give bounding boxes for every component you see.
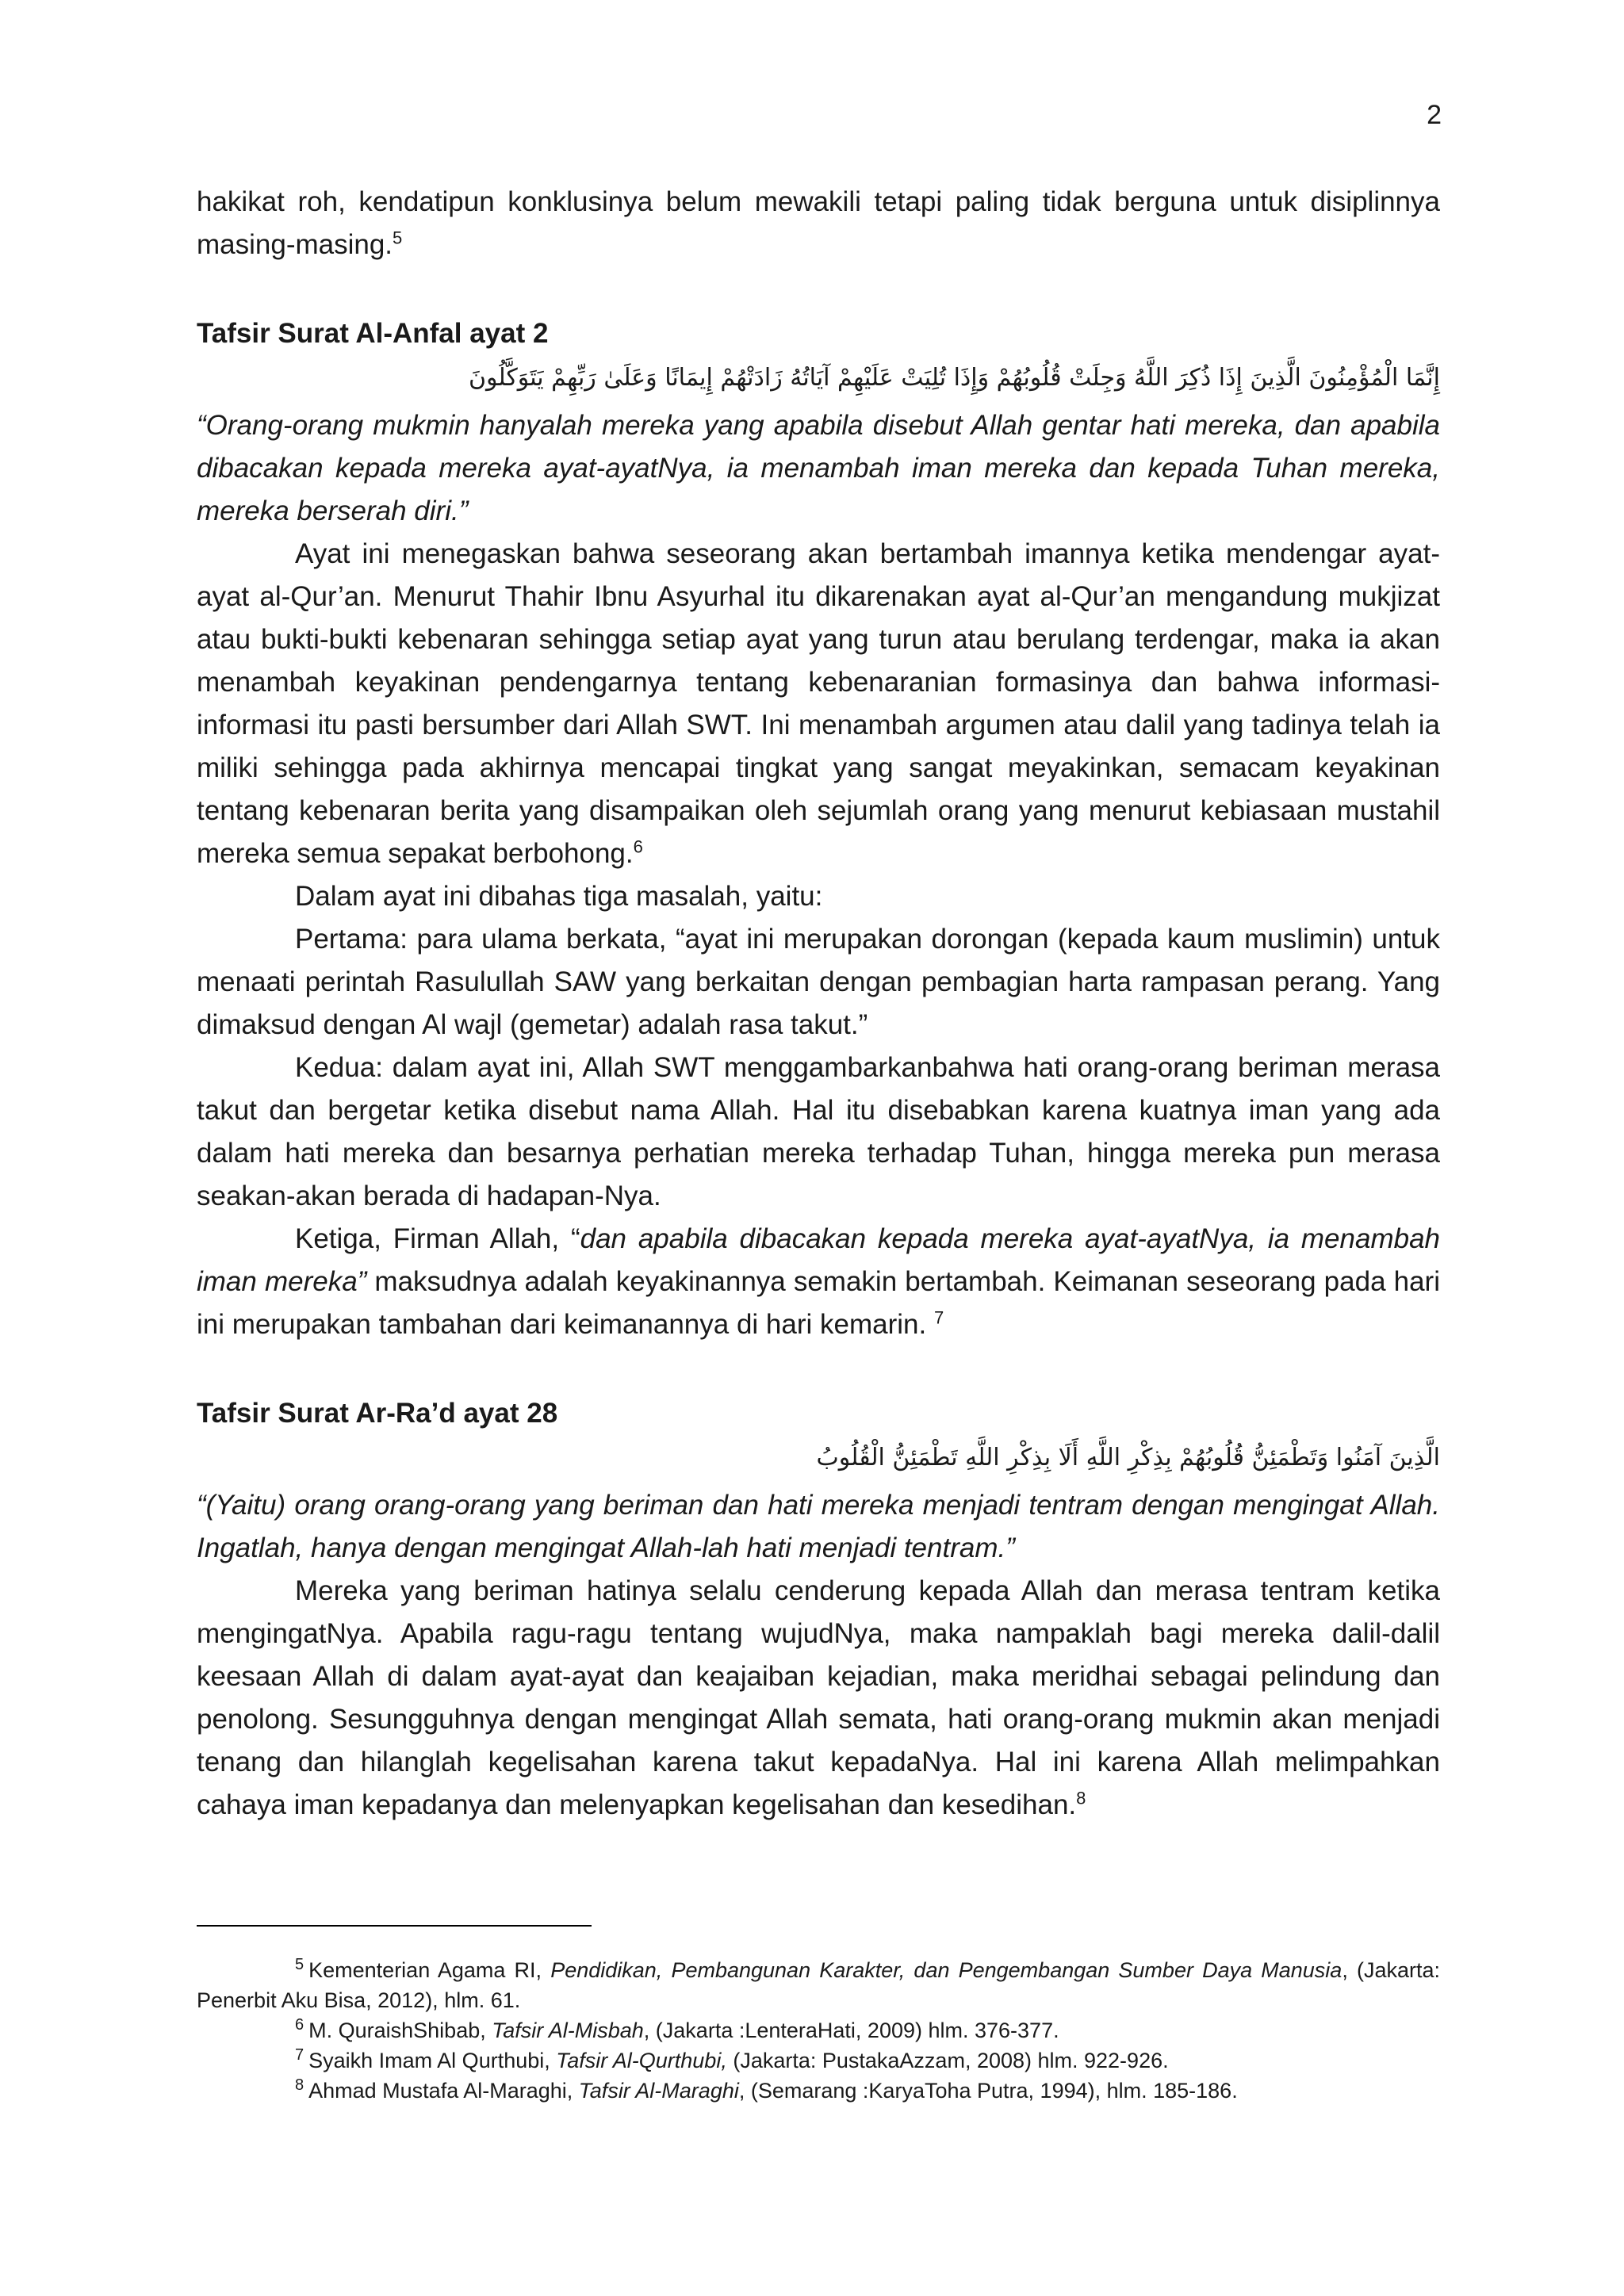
paragraph [197,533,1440,875]
paragraph-text: maksudnya adalah keyakinannya semakin bertambah. Keimanan seseorang pada hari ini merupakan tambahan dari keimanannya di hari kemarin. [197,1266,1440,1340]
paragraph-text: Ayat ini menegaskan bahwa seseorang akan bertambah imannya ketika mendengar ayat-ayat al-Qur’an. Menurut Thahir Ibnu Asyurhal itu dikarenakan ayat al-Qur’an mengandung mukjizat atau bukti-bukti kebenaran sehingga setiap ayat yang turun atau berulang terdengar, maka ia akan menambah keyakinan pendengarnya tentang kebenaranian formasinya dan bahwa informasi-informasi itu pasti bersumber dari Allah SWT. Ini menambah argumen atau dalil yang tadinya telah ia miliki sehingga pada akhirnya mencapai tingkat yang sangat meyakinkan, semacam keyakinan tentang kebenaran berita yang disampaikan oleh sejumlah orang yang menurut kebiasaan mustahil mereka semua sepakat berbohong. [197,538,1440,869]
document-body [197,181,1440,1827]
footnote-number: 6 [295,2016,304,2034]
section-heading-rad: Tafsir Surat Ar-Ra’d ayat 28 [197,1398,558,1429]
verse-translation-anfal: “Orang-orang mukmin hanyalah mereka yang apabila disebut Allah gentar hati mereka, dan apabila dibacakan kepada mereka ayat-ayatNya, ia menambah iman mereka dan kepada Tuhan mereka, mereka berserah diri.” [197,410,1440,526]
section-heading-anfal: Tafsir Surat Al-Anfal ayat 2 [197,318,549,349]
footnote-text: M. QuraishShibab, [308,2019,492,2042]
footnote-number: 5 [295,1956,304,1973]
quoted-verse: dan apabila dibacakan kepada mereka ayat-ayatNya, ia menambah iman mereka” [197,1223,1441,1297]
footnote-ref: 6 [633,836,643,857]
verse-translation-rad: “(Yaitu) orang orang-orang yang beriman dan hati mereka menjadi tentram dengan mengingat Allah. Ingatlah, hanya dengan mengingat Allah-lah hati menjadi tentram.” [197,1490,1440,1563]
footnote-divider [197,1925,592,1927]
footnote-text: , (Jakarta: Penerbit Aku Bisa, 2012), hlm. 61. [197,1958,1441,2012]
footnote-text: Kementerian Agama RI, [308,1958,551,1982]
paragraph-text: Mereka yang beriman hatinya selalu cenderung kepada Allah dan merasa tentram ketika mengingatNya. Apabila ragu-ragu tentang wujudNya, maka nampaklah bagi mereka dalil-dalil keesaan Allah di dalam ayat-ayat dan keajaiban kejadian, maka meridhai sebagai pelindung dan penolong. Sesungguhnya dengan mengingat Allah semata, hati orang-orang mukmin akan menjadi tenang dan hilanglah kegelisahan karena takut kepadaNya. Hal ini karena Allah melimpahkan cahaya iman kepadanya dan melenyapkan kegelisahan dan kesedihan. [197,1575,1440,1820]
paragraph: Dalam ayat ini dibahas tiga masalah, yaitu: [295,881,823,912]
arabic-verse-rad: الَّذِينَ آمَنُوا وَتَطْمَئِنُّ قُلُوبُهُمْ بِذِكْرِ اللَّهِ أَلَا بِذِكْرِ اللَّهِ تَطْمَئِنُّ الْقُلُوبُ [816,1444,1440,1471]
footnote-title: Tafsir Al-Maraghi [578,2079,739,2103]
footnote-text: Syaikh Imam Al Qurthubi, [308,2049,557,2072]
footnote-ref: 7 [933,1307,944,1328]
footnote-ref: 8 [1076,1788,1086,1808]
page-number: 2 [1427,100,1442,130]
footnote-item [197,1955,1440,2015]
footnotes [197,1925,1440,2106]
paragraph-text: Ketiga, Firman Allah, “ [295,1223,580,1254]
footnote-text: Ahmad Mustafa Al-Maraghi, [308,2079,579,2103]
footnote-item [197,2045,1440,2076]
footnote-title: Tafsir Al-Misbah [492,2019,644,2042]
footnote-text: (Jakarta: PustakaAzzam, 2008) hlm. 922-926. [726,2049,1169,2072]
footnote-text: , (Jakarta :LenteraHati, 2009) hlm. 376-377. [643,2019,1059,2042]
footnote-title: Tafsir Al-Qurthubi, [556,2049,727,2072]
paragraph: Pertama: para ulama berkata, “ayat ini merupakan dorongan (kepada kaum muslimin) untuk menaati perintah Rasulullah SAW yang berkaitan dengan pembagian harta rampasan perang. Yang dimaksud dengan Al wajl (gemetar) adalah rasa takut.” [197,924,1440,1040]
footnote-title: Pendidikan, Pembangunan Karakter, dan Pengembangan Sumber Daya Manusia [550,1958,1342,1982]
paragraph [197,1218,1440,1346]
paragraph: Kedua: dalam ayat ini, Allah SWT menggambarkanbahwa hati orang-orang beriman merasa takut dan bergetar ketika disebut nama Allah. Hal itu disebabkan karena kuatnya iman yang ada dalam hati mereka dan besarnya perhatian mereka terhadap Tuhan, hingga mereka pun merasa seakan-akan berada di hadapan-Nya. [197,1052,1440,1211]
footnote-number: 7 [295,2046,304,2064]
paragraph [197,1570,1440,1827]
arabic-verse-anfal: إِنَّمَا الْمُؤْمِنُونَ الَّذِينَ إِذَا ذُكِرَ اللَّهُ وَجِلَتْ قُلُوبُهُمْ وَإِذَا تُلِيَتْ عَلَيْهِمْ آيَاتُهُ زَادَتْهُمْ إِيمَانًا وَعَلَىٰ رَبِّهِمْ يَتَوَكَّلُونَ [468,364,1440,392]
footnote-text: , (Semarang :KaryaToha Putra, 1994), hlm. 185-186. [738,2079,1238,2103]
intro-text: hakikat roh, kendatipun konklusinya belum mewakili tetapi paling tidak berguna untuk disiplinnya masing-masing. [197,186,1440,260]
footnote-number: 8 [295,2076,304,2094]
intro-paragraph [197,181,1440,266]
footnote-item [197,2076,1440,2106]
footnote-ref: 5 [393,228,403,248]
footnote-item [197,2015,1440,2045]
